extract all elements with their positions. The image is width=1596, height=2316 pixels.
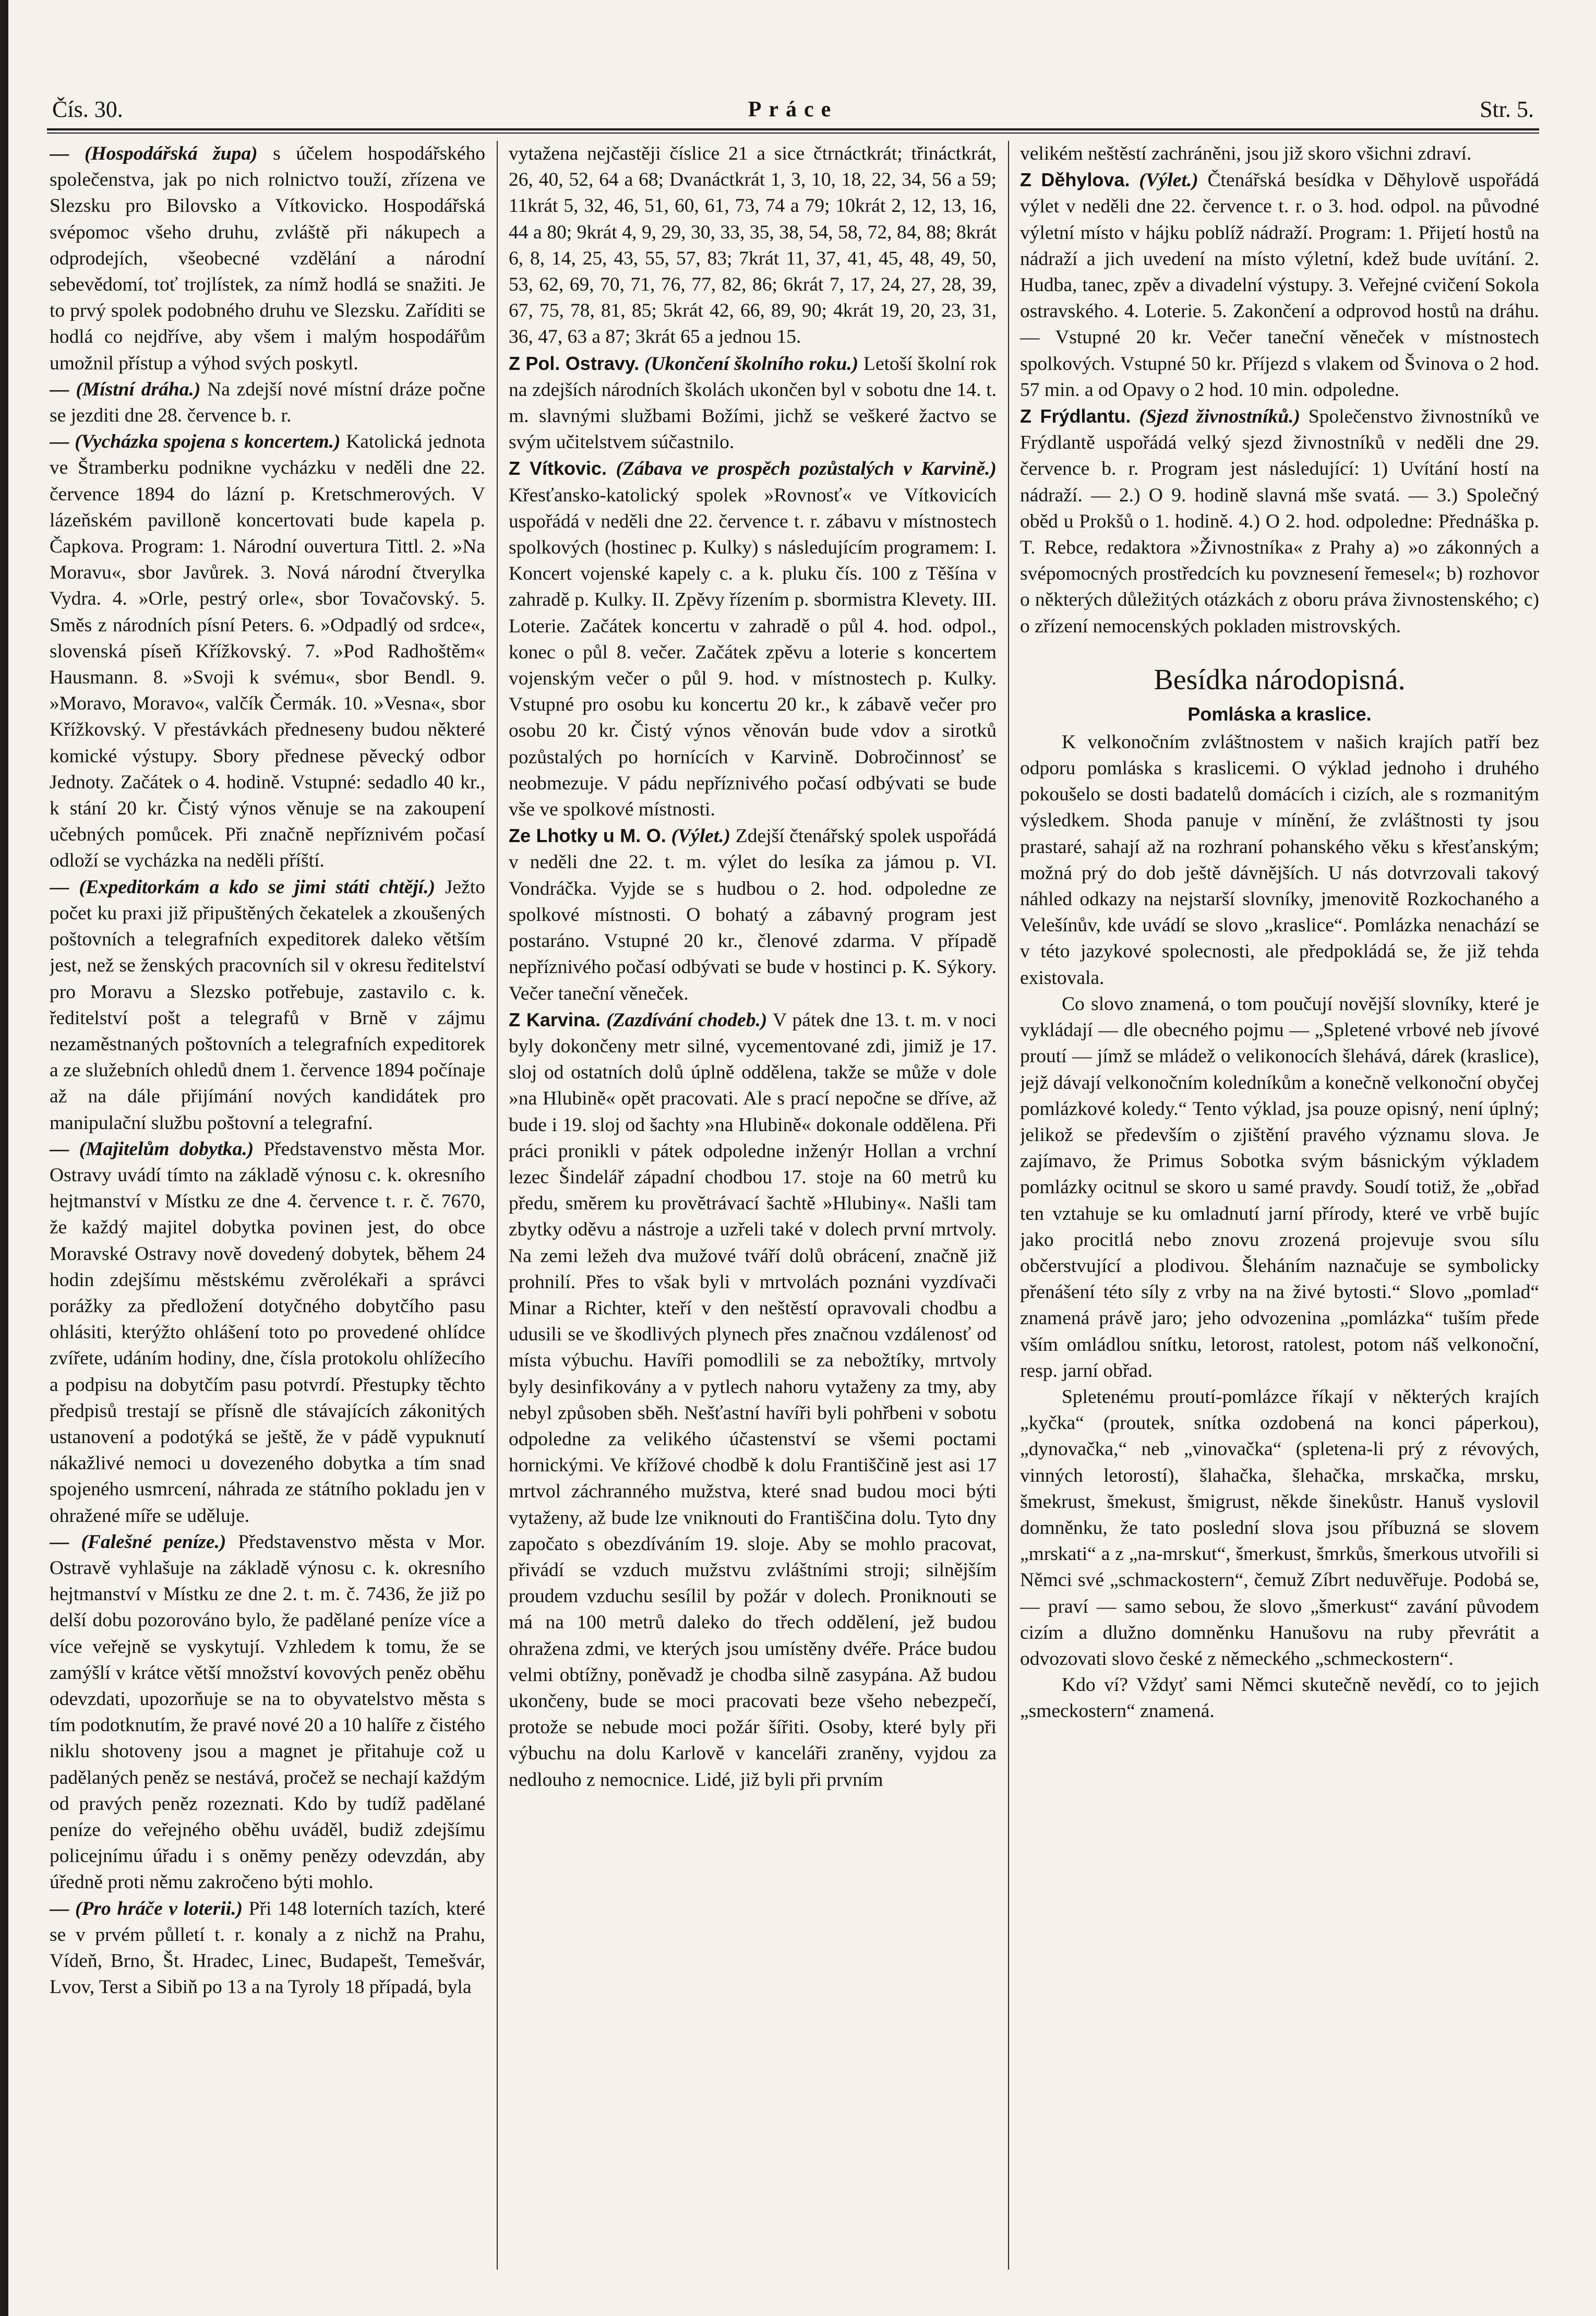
section-paragraph: K velkonočním zvláštnostem v našich krajích patří bez odporu pomláska s kraslicemi. O výklad jednoho i druhého pokoušelo se dosti badatelů domácích i cizích, ale s rozmanitým výsledkem. Shoda panuje v mínění, že zvláštnosti ty jsou prastaré, sahají až na rozhraní pohanského věku s křesťanským; možná prý do dob ještě dávnějších. U nás dotvrzovali takový náhled odkazy na nejstarší slovníky, jmenovitě Rozkochaného a Velešínův, kde uvádí se slovo „kraslice“. Pomlázka nenachází se v této jazykové spolecnosti, ale předpokládá se, že již tehda existovala. <box>1020 731 1539 989</box>
article <box>50 1136 485 1529</box>
article <box>50 1896 485 2001</box>
article-title: — (Pro hráče v loterii.) <box>50 1898 243 1919</box>
article-title: — (Expeditorkám a kdo se jimi státi chtějí.) <box>50 876 436 898</box>
column-3 <box>1020 141 1539 2275</box>
article-title: (Výlet.) <box>666 825 731 847</box>
article-title: (Ukončení školního roku.) <box>639 353 859 375</box>
page-number: Str. 5. <box>1480 97 1534 122</box>
article <box>509 1007 997 1793</box>
article-text: Letoší školní rok na zdejších národních školách ukončen byl v sobotu dne 14. t. m. slavnými službami Božími, jichž se veškeré žactvo se svým učitelstvem súčastnilo. <box>509 353 997 453</box>
article-text: Křesťansko-katolický spolek »Rovnosť« ve Vítkovicích uspořádá v neděli dne 22. července t. r. zábavu v místnostech spolkových (hostinec p. Kulky) s následujícím programem: I. Koncert vojenské kapely c. a k. pluku čís. 100 z Těšína v zahradě p. Kulky. II. Zpěvy řízením p. sbormistra Klevety. III. Loterie. Začátek koncertu v zahradě o půl 4. hod. odpol., konec o půl 8. večer. Začátek zpěvu a loterie s koncertem vojenským večer o půl 9. hod. v místnostech p. Kulky. Vstupné pro osobu ku koncertu 20 kr., k zábavě večer pro osobu 20 kr. Čistý výnos věnován bude vdov a sirotků pozůstalých po hornících v Karvině. Dobročinnosť se neobmezuje. V pádu nepříznivého počasí odbývati se bude vše ve spolkové místnosti. <box>509 484 997 821</box>
article-text: Představenstvo města v Mor. Ostravě vyhlašuje na základě výnosu c. k. okresního hejtmanství v Místku ze dne 2. t. m. č. 7436, že již po delší dobu pozorováno bylo, že padělané peníze více a více veřejně se vyskytují. Vzhledem k tomu, že se zamýšlí v krátce větší množství kovových peněz oběhu odevzdati, upozorňuje se na to obyvatelstvo města s tím podotknutím, že pravé nové 20 a 10 halíře z čistého niklu shotoveny jsou a magnet je přitahuje což u padělaných peněz se nestává, pročež se nechají každým od pravých peněz rozeznati. Kdo by tudíž padělané peníze do veřejného oběhu uváděl, budiž zdejšímu policejnímu úřadu i s onĕmy penězy odevzdán, aby úředně proti němu zakročeno býti mohlo. <box>50 1531 485 1893</box>
column-2 <box>509 141 997 2275</box>
article-heading: Z Děhylova. <box>1020 169 1130 191</box>
article-title: — (Falešné peníze.) <box>50 1531 226 1553</box>
article-text: Představenstvo města Mor. Ostravy uvádí tímto na základě výnosu c. k. okresního hejtmanství v Místku ze dne 4. července t. r. č. 7670, že každý majitel dobytka povinen jest, do obce Moravské Ostravy nově dovedený dobytek, během 24 hodin zdejšímu městskému zvěrolékaři a správci porážky za předložení dotyčného dobytčího pasu ohlásiti, kterýžto ohlášení toto po provedené ohlídce zvířete, udáním hodiny, dne, čísla protokolu ohlížecího a podpisu na dobytčím pasu potvrdí. Přestupky těchto předpisů trestají se přísně dle stávajících zákonitých ustanovení a podotýká se ještě, že v pádě vypuknutí nákažlivé nemoci u dovezeného dobytka a tím snad spojeného usmrcení, náhrada ze státního pokladu jen v ohražené míře se uděluje. <box>50 1138 485 1527</box>
article-text: Společenstvo živnostníků ve Frýdlantě uspořádá velký sjezd živnostníků v neděli dne 29. července b. r. Program jest následující: 1) Uvítání hostí na nádraží. — 2.) O 9. hodině slavná mše svatá. — 3.) Společný oběd u Prokšů o 1. hodině. 4.) O 2. hod. odpoledne: Přednáška p. T. Rebce, redaktora »Živnostníka« z Prahy a) »o zákonných a svépomocných prostředcích ku povznesení řemesel«; b) rozhovor o některých důležitých otázkách z oboru práva živnostenského; c) o zřízení nemocenských pokladen mistrovských. <box>1020 406 1539 637</box>
article-title: (Zábava ve prospěch pozůstalých v Karvině.) <box>607 458 997 480</box>
article-text: Čtenářská besídka v Děhylově uspořádá výlet v neděli dne 22. července t. r. o 3. hod. odpol. na původné výletní místo v hájku poblíž nádraží. Program: 1. Přijetí hostů na nádraží a jich uvedení na místo výletní, kdež bude uvítání. 2. Hudba, tanec, zpěv a divadelní výstupy. 3. Veřejné cvičení Sokola ostravského. 4. Loterie. 5. Zakončení a odprovod hostů na dráhu. — Vstupné 20 kr. Večer taneční věneček v místnostech spolkových. Vstupné 50 kr. Příjezd s vlakem od Švinova o 2 hod. 57 min. a od Opavy o 2 hod. 10 min. odpoledne. <box>1020 170 1539 401</box>
section-paragraph: Co slovo znamená, o tom poučují novější slovníky, které je vykládají — dle obecného pojmu — „Spletené vrbové neb jívové proutí — jímž se mládež o velikonocích šlehává, dárek (kraslice), jejž dávají velkonočním koledníkům a konečně velkonoční obyčej pomlázkové koledy.“ Tento výklad, jsa pouze opisný, není úplný; jelikož se především o zjištění pravého významu slova. Je zajímavo, že Primus Sobotka svým básnickým výkladem pomlázky ocitnul se skoro u samé pravdy. Soudí totiž, že „obřad ten vztahuje se ku omladnutí jarní přírody, které ve vrbě bujíc jako procitlá nebo znovu zrozená projevuje svou sílu občerstvující a plodivou. Šleháním naznačuje se symbolicky přenášení této síly z vrby na na živé bytosti.“ Slovo „pomlad“ znamená právě jaro; jeho odvozenina „pomlázka“ tuším přede vším omládlou snítku, letorost, ratolest, potom náš velkonoční, resp. jarní obřad. <box>1020 993 1539 1382</box>
article-text: Zdejší čtenářský spolek uspořádá v neděli dne 22. t. m. výlet do lesíka za jámou p. VI. Vondráčka. Vyjde se s hudbou o 2. hod. odpoledne ze spolkové místnosti. O bohatý a zábavný program jest postaráno. Vstupné 20 kr., členové zdarma. V případě nepříznivého počasí odbývati se bude v hostinci p. K. Sýkory. Večer taneční věneček. <box>509 825 997 1004</box>
page-header <box>47 94 1539 130</box>
article <box>50 141 485 377</box>
article-text: Na zdejší nové místní dráze počne se jezditi dne 28. července b. r. <box>50 378 485 427</box>
article <box>1020 141 1539 167</box>
column-1 <box>50 141 485 2275</box>
section-paragraph: Spletenému proutí-pomlázce říkají v některých krajích „kyčka“ (proutek, snítka ozdobená na konci páperkou), „dynovačka,“ neb „vinovačka“ (spletena-li prý z révových, vinných letorostí), šlahačka, šlehačka, mrskačka, mrsku, šmekrust, šmekust, šmigrust, někde šinekůstr. Hanuš vyslovil domněnku, že tato poslední slova jsou příbuzná se slovem „mrskati“ a z „na-mrskut“, šmerkust, šmrkůs, šmerkous utvořili si Němci své „schmackostern“, čemuž Zíbrt neduvěřuje. Podobá se, — praví — samo sebou, že slovo „šmerkust“ zavání původem cizím a dlužno domněnku Hanušovu na ruby převrátit a odvozovati slovo české z německého „schmeckostern“. <box>1020 1386 1539 1670</box>
article-text: s účelem hospodářského společenstva, jak po nich rolnictvo touží, zřízena ve Slezsku pro Bilovsko a Vítkovicko. Hospodářská svépomoc všeho druhu, zvláště při nákupech a odprodejích, všeobecné vzdělání a národní sebevědomí, toť trojlístek, za nímž hodlá se snažiti. Je to prvý spolek podobného druhu ve Slezsku. Zaříditi se hodlá co nejdříve, aby všem i malým hospodářům umožnil přístup a výhod svých poskytl. <box>50 143 485 374</box>
article-title: — (Majitelům dobytka.) <box>50 1138 254 1160</box>
section-paragraph: Kdo ví? Vždyť sami Němci skutečně nevědí, co to jejich „smeckostern“ znamená. <box>1020 1674 1539 1722</box>
header-rule <box>47 128 1539 134</box>
column-divider <box>1008 141 1009 2270</box>
article-title: — (Místní dráha.) <box>50 378 201 400</box>
section-subtitle: Pomláska a kraslice. <box>1187 703 1372 725</box>
article-text: vytažena nejčastěji číslice 21 a sice čtrnáctkrát; třináctkrát, 26, 40, 52, 64 a 68; Dvanáctkrát 1, 3, 10, 18, 22, 34, 56 a 59; 11krát 5, 32, 46, 51, 60, 61, 73, 74 a 79; 10krát 2, 12, 13, 16, 44 a 80; 9krát 4, 9, 29, 30, 33, 35, 38, 54, 58, 72, 84, 88; 8krát 6, 8, 14, 25, 43, 55, 57, 83; 7krát 11, 37, 41, 45, 48, 49, 50, 53, 62, 69, 70, 71, 76, 77, 82, 86; 6krát 7, 17, 24, 27, 28, 39, 67, 75, 78, 81, 85; 5krát 42, 66, 89, 90; 4krát 19, 20, 23, 31, 36, 47, 63 a 87; 3krát 65 a jednou 15. <box>509 143 997 348</box>
section-title: Besídka národopisná. <box>1154 663 1406 696</box>
article-heading: Z Pol. Ostravy. <box>509 352 640 374</box>
article-text: velikém neštěstí zachráněni, jsou již skoro všichni zdraví. <box>1020 143 1472 164</box>
article <box>50 377 485 429</box>
article <box>509 823 997 1006</box>
article-title: (Výlet.) <box>1130 170 1198 191</box>
article-text: Katolická jednota ve Štramberku podnikne vycházku v neděli dne 22. července 1894 do lázní p. Kretschmerových. V lázeňském pavilloně koncertovati bude kapela p. Čapkova. Program: 1. Národní ouvertura Tittl. 2. »Na Moravu«, sbor Javůrek. 3. Nová národní čtverylka Vydra. 4. »Orle, pestrý orle«, sbor Tovačovský. 5. Směs z národních písní Peters. 6. »Odpadlý od srdce«, slovenská píseň Křížkovský. 7. »Pod Radhoštěm« Hausmann. 8. »Svoji k svému«, sbor Bendl. 9. »Moravo, Moravo«, valčík Čermák. 10. »Vesna«, sbor Křížkovský. V přestávkách předneseny budou některé komické výstupy. Sbory přednese pěvecký odbor Jednoty. Začátek o 4. hodině. Vstupné: sedadlo 40 kr., k stání 20 kr. Čistý výnos věnuje se na zakoupení učebných pomůcek. Při značně nepříznivém počasí odloží se vycházka na neděli příští. <box>50 431 485 872</box>
scan-edge <box>0 0 8 2316</box>
article-heading: Ze Lhotky u M. O. <box>509 825 666 847</box>
article-text: Ježto počet ku praxi již připuštěných čekatelek a zkoušených poštovních a telegrafních expeditorek daleko větším jest, než se ženských pracovních sil v okresu ředitelství pro Moravu a Slezsko potřebuje, zastavilo c. k. ředitelství pošt a telegrafů v Brně v zájmu nezaměstnaných poštovních a telegrafních expeditorek a ze služebních ohledů dnem 1. července 1894 počínaje až na dále přijímání nových kandidátek pro manipulační službu poštovní a telegrafní. <box>50 876 485 1134</box>
article <box>50 874 485 1136</box>
article-title: — (Vycházka spojena s koncertem.) <box>50 431 341 453</box>
article-title: (Sjezd živnostníků.) <box>1131 406 1301 428</box>
article-heading: Z Frýdlantu. <box>1020 405 1131 427</box>
article-text: V pátek dne 13. t. m. v noci byly dokončeny metr silné, vycementované zdi, jimiž je 17. sloj od ostatních dolů úplně oddělena, takže se může v dole »na Hlubině« opět pracovati. Ale s prací nepočne se dříve, až bude i 19. sloj od šachty »na Hlubině« dokonale oddělena. Při práci pronikli v pátek odpoledne inženýr Hollan a vrchní lezec Šindelář západní chodbou 17. stoje na 60 metrů ku předu, směrem ku provětrávací šachtě »Hlubiny«. Našli tam zbytky oděvu a nástroje a uzřeli také v dolech první mrtvoly. Na zemi ležeh dva mužové tváří dolů obrácení, značně již prohnilí. Přes to však byli v mrtvolách poznáni vyzdívači Minar a Richter, kteří v den neštěstí opravovali chodbu a udusili se ve škodlivých plynech přes značnou vzdálenosť od místa výbuchu. Havíři pomodlili se za nebožtíky, mrtvoly byly desinfikovány a v pytlech nahoru vytaženy za tmy, aby nebyl způsoben sběh. Nešťastní havíři byli pohřbeni v sobotu odpoledne za velikého účastenství se všemi poctami hornickými. Ve křížové chodbě k dolu Františčině jest asi 17 mrtvol záchranného mužstva, které snad budou moci býti vytaženy, až bude lze vniknouti do Františčina dolu. Tyto dny započato s obezdíváním 19. sloje. Aby se mohlo pracovat, přivádí se vzduch mužstvu zvláštními stroji; silnějším proudem vzduchu sesílil by požár v dolech. Proniknouti se má na 100 metrů daleko do třech oddělení, jež budou ohražena zdmi, ve kterých jsou umístěny dvéře. Práce budou velmi obtížny, poněvadž je chodba silně zasypána. Až budou ukončeny, bude se moci pracovati beze všeho nebezpečí, protože se nebude moci požár šířiti. Osoby, které byly při výbuchu na dolu Karlově v kanceláři zraněny, vyjdou za nedlouho z nemocnice. Lidé, již byli při prvním <box>509 1009 997 1791</box>
article <box>509 351 997 456</box>
newspaper-title: Práce <box>748 98 838 122</box>
column-divider <box>497 141 498 2270</box>
article <box>509 455 997 823</box>
article <box>50 1529 485 1896</box>
article-text: Při 148 loterních tazích, které se v prvém půlletí t. r. konaly a z nichž na Prahu, Vídeň, Brno, Št. Hradec, Linec, Budapešt, Temešvár, Lvov, Terst a Sibiň po 13 a na Tyroly 18 případá, byla <box>50 1898 485 1998</box>
article-title: (Zazdívání chodeb.) <box>600 1009 767 1031</box>
article <box>1020 167 1539 403</box>
article <box>1020 403 1539 640</box>
article-title: — (Hospodářská župa) <box>50 143 258 164</box>
issue-number: Čís. 30. <box>52 97 123 122</box>
article-heading: Z Karvina. <box>509 1009 601 1030</box>
article <box>509 141 997 351</box>
article <box>50 429 485 874</box>
article-heading: Z Vítkovic. <box>509 458 607 479</box>
